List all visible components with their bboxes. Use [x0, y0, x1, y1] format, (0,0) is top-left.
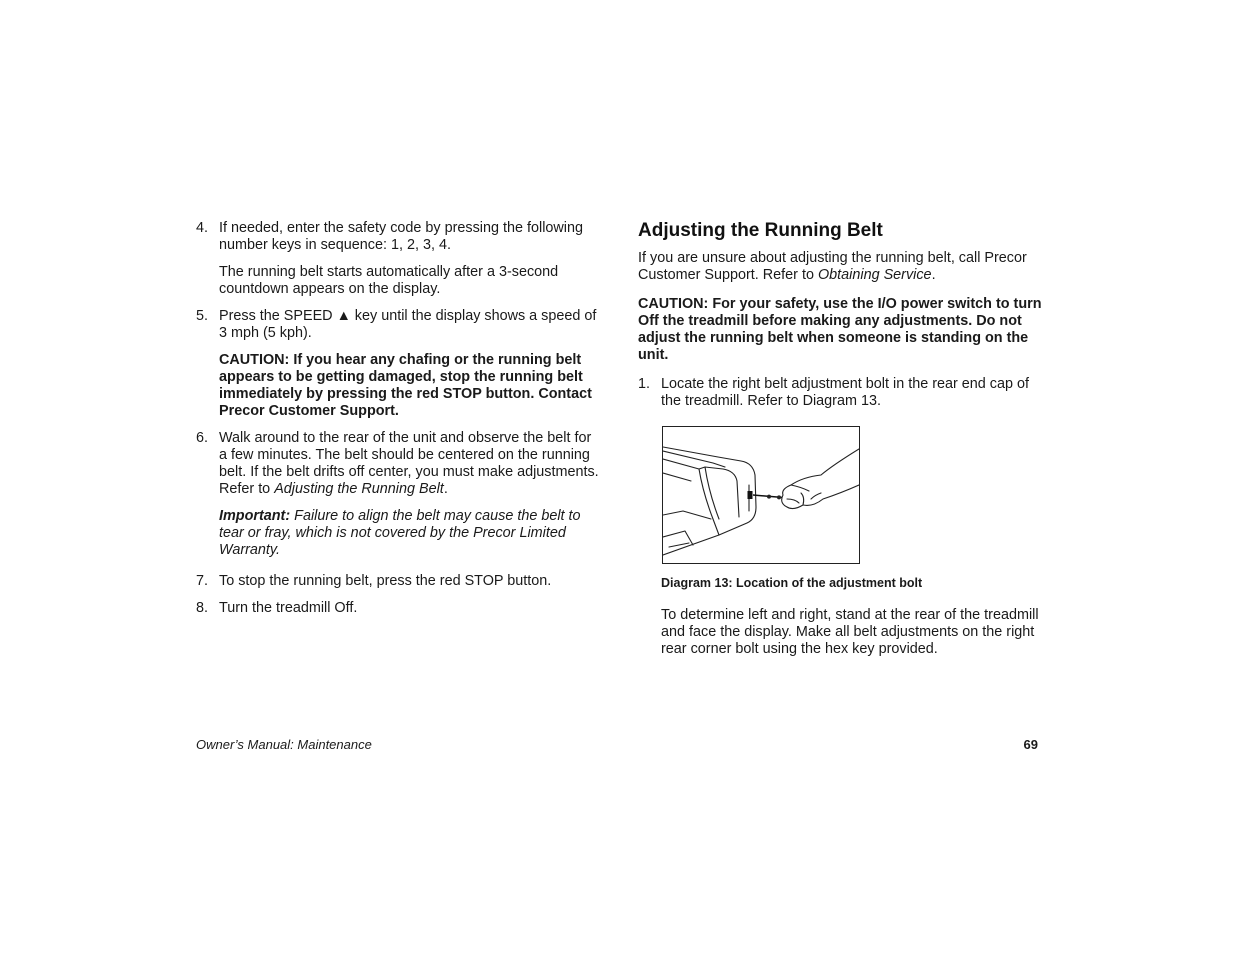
caution-power: CAUTION: For your safety, use the I/O power switch to turn Off the treadmill before making any adjustments. Do not adjust the running belt when someone is standing on the unit. [638, 296, 1042, 363]
important-text: Failure to align the belt may cause the belt to tear or fray, which is not covered by the Precor Limited Warranty. [219, 508, 581, 558]
step-number: 1. [638, 376, 651, 392]
intro-paragraph [638, 250, 1042, 284]
step-text: Press the SPEED ▲ key until the display shows a speed of 3 mph (5 kph). [219, 308, 597, 341]
step-1 [638, 376, 1042, 410]
step-8 [196, 600, 600, 617]
step-4 [196, 220, 600, 254]
step-5 [196, 308, 600, 342]
step-text: Locate the right belt adjustment bolt in the rear end cap of the treadmill. Refer to Diagram 13. [661, 376, 1029, 409]
step-text: If needed, enter the safety code by pressing the following number keys in sequence: 1, 2, 3, 4. [219, 220, 583, 253]
step-text: Walk around to the rear of the unit and observe the belt for a few minutes. The belt should be centered on the running belt. If the belt drifts off center, you must make adjustments. Refer to [219, 430, 599, 497]
caution-chafing: CAUTION: If you hear any chafing or the running belt appears to be getting damaged, stop the running belt immediately by pressing the red STOP button. Contact Precor Customer Support. [219, 352, 592, 419]
diagram-caption: Diagram 13: Location of the adjustment bolt [661, 576, 923, 590]
diagram-13 [662, 426, 860, 564]
important-note [196, 508, 600, 559]
step-7 [196, 573, 600, 590]
footer-title: Owner’s Manual: Maintenance [196, 737, 372, 752]
page-number: 69 [1023, 737, 1038, 752]
step-number: 6. [196, 430, 209, 446]
cross-reference: Obtaining Service [817, 267, 932, 283]
intro-end: . [931, 267, 936, 283]
step-6 [196, 430, 600, 498]
section-heading: Adjusting the Running Belt [638, 220, 883, 241]
cross-reference: Adjusting the Running Belt [274, 481, 444, 497]
right-column [638, 220, 1042, 658]
left-right-paragraph: To determine left and right, stand at the rear of the treadmill and face the display. Make all belt adjustments on the right rear corner bolt using the hex key provided. [661, 607, 1039, 657]
hand [782, 449, 859, 509]
step-text: To stop the running belt, press the red STOP button. [219, 573, 552, 589]
left-column [196, 220, 600, 627]
treadmill-adjustment-illustration [663, 427, 859, 563]
step-number: 4. [196, 220, 209, 236]
step-text: Turn the treadmill Off. [219, 600, 358, 616]
step-text-end: . [443, 481, 448, 497]
important-label: Important: [219, 508, 291, 524]
step-number: 8. [196, 600, 209, 616]
intro-text: If you are unsure about adjusting the running belt, call Precor Customer Support. Refer to [638, 250, 1027, 283]
step-number: 5. [196, 308, 209, 324]
adjustment-bolt [748, 491, 753, 499]
step-number: 7. [196, 573, 209, 589]
step-4-note: The running belt starts automatically after a 3-second countdown appears on the display. [219, 264, 559, 297]
